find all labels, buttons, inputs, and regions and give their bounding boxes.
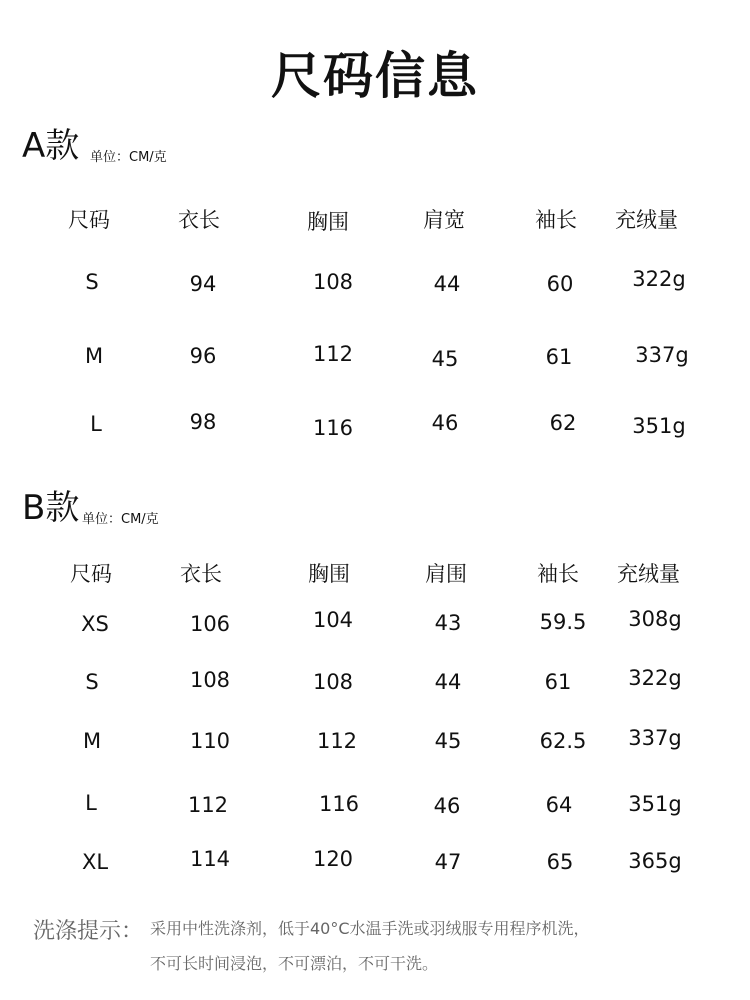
cell-shoulder: 46: [431, 411, 459, 435]
cell-sleeve: 60: [546, 272, 574, 296]
cell-shoulder: 43: [434, 611, 462, 635]
header-chest: 胸围: [308, 562, 350, 586]
cell-size: L: [90, 412, 102, 436]
header-length: 衣长: [180, 562, 222, 586]
header-shoulder: 肩围: [425, 562, 467, 586]
cell-shoulder: 46: [433, 794, 461, 818]
care-text-line-1: 采用中性洗涤剂，低于40°C水温手洗或羽绒服专用程序机洗，: [150, 919, 590, 938]
header-sleeve: 袖长: [535, 208, 577, 232]
cell-down-fill: 322g: [628, 666, 682, 690]
cell-length: 110: [189, 729, 231, 753]
cell-sleeve: 61: [545, 345, 573, 369]
header-sleeve: 袖长: [537, 562, 579, 586]
header-down-fill: 充绒量: [615, 208, 678, 232]
cell-length: 94: [189, 272, 217, 296]
cell-shoulder: 45: [431, 347, 459, 371]
header-size: 尺码: [70, 562, 112, 586]
header-down-fill: 充绒量: [617, 562, 680, 586]
cell-length: 106: [189, 612, 231, 636]
cell-sleeve: 64: [545, 793, 573, 817]
cell-shoulder: 45: [434, 729, 462, 753]
cell-size: S: [85, 270, 99, 294]
cell-length: 98: [189, 410, 217, 434]
header-chest: 胸围: [307, 210, 349, 234]
care-label: 洗涤提示：: [33, 919, 144, 944]
cell-chest: 108: [312, 270, 354, 294]
cell-chest: 116: [318, 792, 360, 816]
cell-size: XL: [81, 850, 109, 874]
header-length: 衣长: [178, 208, 220, 232]
cell-down-fill: 322g: [632, 267, 686, 291]
cell-down-fill: 337g: [635, 343, 689, 367]
cell-chest: 116: [312, 416, 354, 440]
cell-down-fill: 365g: [628, 849, 682, 873]
cell-sleeve: 61: [544, 670, 572, 694]
cell-down-fill: 351g: [628, 792, 682, 816]
cell-sleeve: 62: [549, 411, 577, 435]
cell-shoulder: 44: [434, 670, 462, 694]
cell-length: 112: [187, 793, 229, 817]
cell-shoulder: 44: [433, 272, 461, 296]
cell-chest: 108: [312, 670, 354, 694]
header-size: 尺码: [68, 208, 110, 232]
section-b-unit: 单位：CM/克: [82, 512, 159, 527]
cell-length: 96: [189, 344, 217, 368]
cell-size: M: [84, 344, 104, 368]
header-shoulder: 肩宽: [423, 208, 465, 232]
section-b-title: B款: [22, 488, 80, 528]
cell-chest: 112: [312, 342, 354, 366]
page-title: 尺码信息: [271, 47, 479, 105]
section-a-title: A款: [22, 126, 80, 166]
section-a-unit: 单位：CM/克: [90, 150, 167, 165]
cell-down-fill: 351g: [632, 414, 686, 438]
cell-sleeve: 62.5: [539, 729, 587, 753]
cell-length: 108: [189, 668, 231, 692]
cell-size: S: [85, 670, 99, 694]
cell-shoulder: 47: [434, 850, 462, 874]
cell-sleeve: 59.5: [539, 610, 587, 634]
care-text-line-2: 不可长时间浸泡，不可漂泊，不可干洗。: [150, 954, 439, 973]
cell-chest: 120: [312, 847, 354, 871]
cell-length: 114: [189, 847, 231, 871]
cell-down-fill: 337g: [628, 726, 682, 750]
cell-chest: 112: [316, 729, 358, 753]
cell-chest: 104: [312, 608, 354, 632]
cell-size: XS: [81, 612, 109, 636]
cell-size: M: [82, 729, 102, 753]
cell-sleeve: 65: [546, 850, 574, 874]
cell-down-fill: 308g: [628, 607, 682, 631]
cell-size: L: [85, 791, 97, 815]
